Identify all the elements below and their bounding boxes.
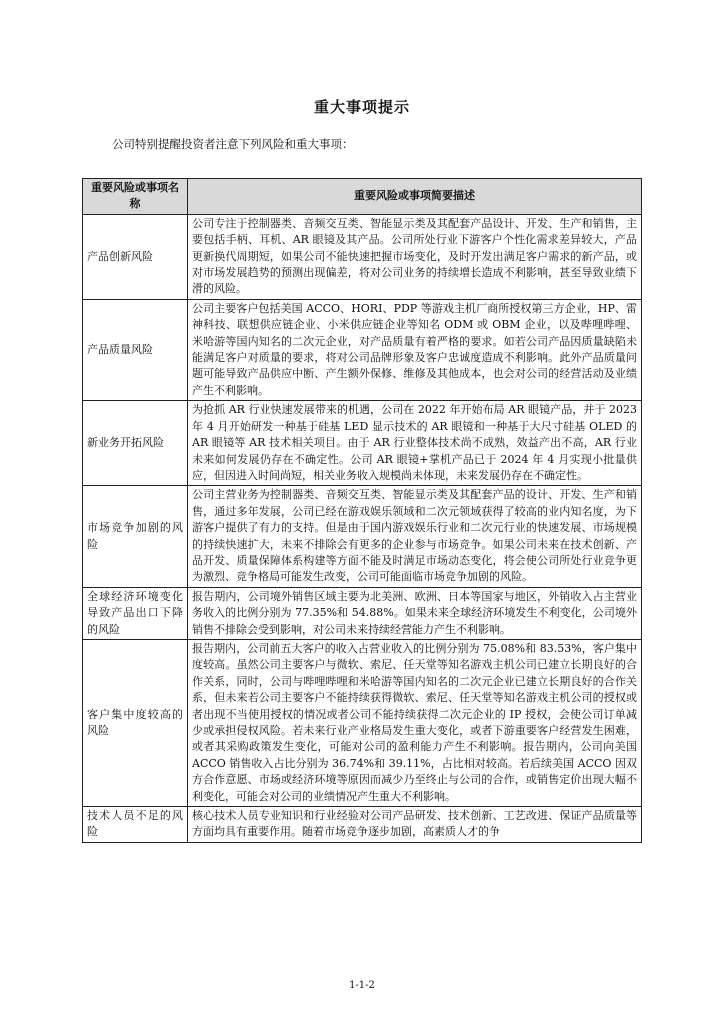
header-risk-desc: 重要风险或事项简要描述 [188, 179, 642, 215]
risk-name: 新业务开拓风险 [83, 401, 188, 486]
risk-name: 客户集中度较高的风险 [83, 639, 188, 806]
risk-name: 技术人员不足的风险 [83, 807, 188, 843]
risk-desc: 核心技术人员专业知识和行业经验对公司产品研发、技术创新、工艺改进、保证产品质量等方面均具有重要作用。随着市场竞争逐步加剧，高素质人才的争 [188, 807, 642, 843]
risk-desc: 公司专注于控制器类、音频交互类、智能显示类及其配套产品设计、开发、生产和销售，主要包括手柄、耳机、AR 眼镜及其产品。公司所处行业下游客户个性化需求差异较大，产品更新换代周期短，如果公司不能快速把握市场变化，及时开发出满足客户需求的新产品，或对市场发展趋势的预测出现偏差，将对公司业务的持续增长造成不利影响，甚至导致业绩下滑的风险。 [188, 214, 642, 299]
risk-name: 全球经济环境变化导致产品出口下降的风险 [83, 587, 188, 639]
risk-name: 市场竞争加剧的风险 [83, 486, 188, 587]
intro-text: 公司特别提醒投资者注意下列风险和重大事项： [112, 137, 354, 151]
risk-desc: 报告期内，公司前五大客户的收入占营业收入的比例分别为 75.08%和 83.53%，客户集中度较高。虽然公司主要客户与微软、索尼、任天堂等知名游戏主机公司已建立长期良好的合作关系，同时，公司与哔哩哔哩和米哈游等国内知名的二次元企业已建立长期良好的合作关系，但未来若公司主要客户不能持续获得微软、索尼、任天堂等知名游戏主机公司的授权或者出现不当使用授权的情况或者公司不能持续获得二次元企业的 IP 授权，会使公司订单减少或承担侵权风险。若未来行业产业格局发生重大变化，或者下游重要客户经营发生困难，或者其采购政策发生变化，可能对公司的盈利能力产生不利影响。报告期内，公司向美国 ACCO 销售收入占比分别为 36.74%和 39.11%，占比相对较高。若后续美国 ACCO 因双方合作意愿、市场或经济环境等原因而减少乃至终止与公司的合作，或销售定价出现大幅不利变化，可能会对公司的业绩情况产生重大不利影响。 [188, 639, 642, 806]
table-row [83, 299, 642, 400]
table-header-row [83, 179, 642, 215]
table-row [83, 587, 642, 639]
page-title: 重大事项提示 [313, 98, 410, 116]
header-risk-name: 重要风险或事项名称 [83, 179, 188, 215]
table-row [83, 807, 642, 843]
table-row [83, 214, 642, 299]
risk-table [82, 178, 642, 843]
risk-desc: 为抢抓 AR 行业快速发展带来的机遇，公司在 2022 年开始布局 AR 眼镜产品，并于 2023 年 4 月开始研发一种基于硅基 LED 显示技术的 AR 眼镜和一种基于大尺寸硅基 OLED 的 AR 眼镜等 AR 技术相关项目。由于 AR 行业整体技术尚不成熟，效益产出不高，AR 行业未来如何发展仍存在不确定性。公司 AR 眼镜+掌机产品已于 2024 年 4 月实现小批量供应，但因进入时间尚短，相关业务收入规模尚未体现，未来发展仍存在不确定性。 [188, 401, 642, 486]
table-row [83, 639, 642, 806]
risk-desc: 公司主要客户包括美国 ACCO、HORI、PDP 等游戏主机厂商所授权第三方企业，HP、雷神科技、联想供应链企业、小米供应链企业等知名 ODM 或 OBM 企业，以及哔哩哔哩、米哈游等国内知名的二次元企业，对产品质量有着严格的要求。如若公司产品因质量缺陷未能满足客户对质量的要求，将对公司品牌形象及客户忠诚度造成不利影响。此外产品质量问题可能导致产品供应中断、产生额外保修、维修及其他成本，也会对公司的经营活动及业绩产生不利影响。 [188, 299, 642, 400]
page-number: 1-1-2 [349, 980, 375, 991]
risk-desc: 报告期内，公司境外销售区域主要为北美洲、欧洲、日本等国家与地区，外销收入占主营业务收入的比例分别为 77.35%和 54.88%。如果未来全球经济环境发生不利变化，公司境外销售不排除会受到影响，对公司未来持续经营能力产生不利影响。 [188, 587, 642, 639]
risk-desc: 公司主营业务为控制器类、音频交互类、智能显示类及其配套产品的设计、开发、生产和销售，通过多年发展，公司已经在游戏娱乐领域和二次元领域获得了较高的业内知名度，为下游客户提供了有力的支持。但是由于国内游戏娱乐行业和二次元行业的快速发展、市场规模的持续快速扩大，未来不排除会有更多的企业参与市场竞争。如果公司未来在技术创新、产品开发、质量保障体系构建等方面不能及时满足市场动态变化，将会使公司所处行业竞争更为激烈、竞争格局可能发生改变，公司可能面临市场竞争加剧的风险。 [188, 486, 642, 587]
risk-name: 产品质量风险 [83, 299, 188, 400]
table-row [83, 486, 642, 587]
table-row [83, 401, 642, 486]
risk-name: 产品创新风险 [83, 214, 188, 299]
